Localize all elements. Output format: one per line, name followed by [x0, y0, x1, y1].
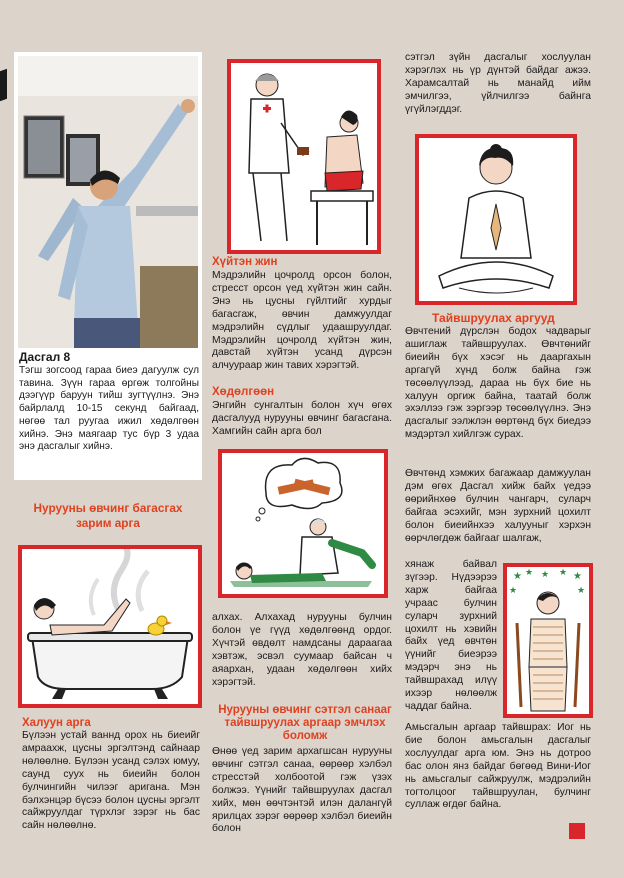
relax-text-2: Өвчтөнд хэмжих багажаар дамжуулан дэм өгөх Дасгал хийж байх үедээ өөрийнхөө булчин чангарч, суларч байгаа эсэхийг, мэн зурхний цохилт болон биеийнхээ халууныг хэрхэн өөрчлөгдөж байгааг шалгаж,: [405, 468, 591, 544]
page-end-marker: [569, 823, 585, 839]
movement-image: [222, 453, 384, 594]
col3-top-text: сэтгэл зүйн дасгалыг хослуулан хэрэглэх нь үр дүнтэй байдаг ажээ. Харамсалтай нь манайд ийм эмчилгээ, үйлчилгээ байнга үгүйлэгддэг.: [405, 52, 591, 115]
svg-text:★: ★: [541, 570, 550, 580]
relax-text-4: Амьсгалын аргаар тайвшрах: Иог нь бие болон амьсгалын дасгалыг хослуулдаг арга юм. Энэ нь дотроо бас олон янз байдаг бөгөөд Вини-Иог нь амьсгалыг сайжруулж, мэдрэлийн тогтолцоог тайвшруулан, булчинг суллаж өгдөг байна.: [405, 722, 591, 811]
exercise-8-text: Тэгш зогсоод гараа биеэ дагуулж сул тавина. Зүүн гараа өргөж толгойны дээгүүр баруун тийш зугтүүлнэ. Энэ байрлалд 10-15 секунд байгаад, нөгөө тал руугаа ижил хөдөлгөөн хийнэ. Энэ маягаар тус бүр 3 удаа энэ дасгалыг хийнэ.: [19, 365, 199, 453]
cold-compress-text: Мэдрэлийн цочролд орсон болон, стресст орсон үед хүйтэн жин сайн. Энэ нь цусны гүйлтийг хурдыг багасгаж, өвчин дамжуулдаг мэдрэлийн сүдлыг удаашруулдаг. Мэдрэлийн цочролд хүйтэн жин, давстай хүйтэн усанд дүрсэн алчуураар жин тавих хэрэгтэй.: [212, 270, 392, 372]
acupuncture-image: [507, 567, 589, 714]
exercise-8-card: [14, 52, 202, 348]
exercise-8-title: Дасгал 8: [19, 350, 71, 364]
relax-title: Тайвшруулах аргууд: [432, 311, 555, 325]
bath-illustration: [18, 545, 202, 708]
cold-compress-title: Хүйтэн жин: [212, 256, 278, 268]
relax-text-3: хянаж байвал зүгээр. Нүдээрээ харж байгаа учраас булчин суларч зурхний цохилт нь хэвийн байх үед өвчтөн үүнийг биеэрээ мэдэрч энэ нь тайвшрахад илүү ихээр нөлөөлж чаддаг байна.: [405, 559, 497, 712]
acupuncture-illustration: [503, 563, 593, 718]
hot-method-text: Бүлээн устай ваннд орох нь биеийг амраахж, цусны эргэлтэнд сайнаар нөлөөлнө. Бүлээн усанд сэлэх юмуу, саунд суух нь биеийн болон булчингийн чилээг аригана. Мэн бэлхэнцэр бүсээ болон цусны эргэлт сайжруулдаг түрхлэг зэрэг нь бас сайн нөлөөлнө.: [22, 730, 200, 832]
cold-compress-illustration: [227, 59, 381, 254]
hot-method-title: Халуун арга: [22, 717, 91, 729]
meditation-image: [419, 138, 573, 301]
cold-compress-image: [231, 63, 377, 250]
section-heading: Нурууны өвчинг багасгах зарим арга: [33, 501, 183, 530]
bath-image: [22, 549, 198, 704]
svg-text:★: ★: [513, 571, 522, 582]
exercise-8-caption-box: [14, 348, 202, 480]
page-edge-fragment: [0, 69, 7, 102]
svg-text:★: ★: [525, 568, 534, 578]
svg-text:★: ★: [509, 586, 518, 596]
svg-text:★: ★: [573, 571, 582, 582]
movement-illustration: [218, 449, 388, 598]
reduce-stress-title: Нурууны өвчинг сэтгэл санааг тайвшруулах аргаар эмчлэх боломж: [218, 704, 392, 742]
relax-text: Өвчтений дүрслэн бодох чадварыг ашиглаж тайвшруулах. Өвчтөнийг биеийн бүх хэсэг нь дааргахын аргагүй хүнд болж байна гэж төсөөлүүлээд, дараа нь бүх бие нь халуун оргиж байна, таатай болж эхэллээ гэж зэргээр төсөөлүүлнэ. Энэ дасгалыг ээлжлэн өөртөнд бүх биедээ мэдэртэл хийлгэж сурах.: [405, 326, 591, 441]
meditation-illustration: [415, 134, 577, 305]
exercise-8-photo: [18, 56, 198, 348]
movement-text-1: Энгийн сунгалтын болон хүч өгөх дасгалууд нурууны өвчинг багасгана. Хамгийн сайн арга бол: [212, 400, 392, 437]
movement-title: Хөдөлгөөн: [212, 386, 275, 398]
svg-text:★: ★: [559, 568, 568, 578]
svg-text:★: ★: [577, 586, 586, 596]
movement-text-2: алхах. Алхахад нурууны булчин болон үе гүүд хөдөлгөөнд ордог. Хүчтэй өвдөлт намдсаны дараагаа хэвтэж, эсвэл суумаар байсан ч аяархан, удаан хөдөлгөөн хийх хэрэгтэй.: [212, 612, 392, 688]
reduce-stress-text: Өнөө үед зарим архагшсан нурууны өвчинг сэтгэл санаа, өөрөөр хэлбэл стресстэй холбоотой гэж үзэх болжээ. Үүнийг тайвшруулах дасгал хийх, мөн өөчтэнтэй илэн далангүй ярилцах зэрэг өөрөөр хэлбэл биеийн болон: [212, 746, 392, 835]
